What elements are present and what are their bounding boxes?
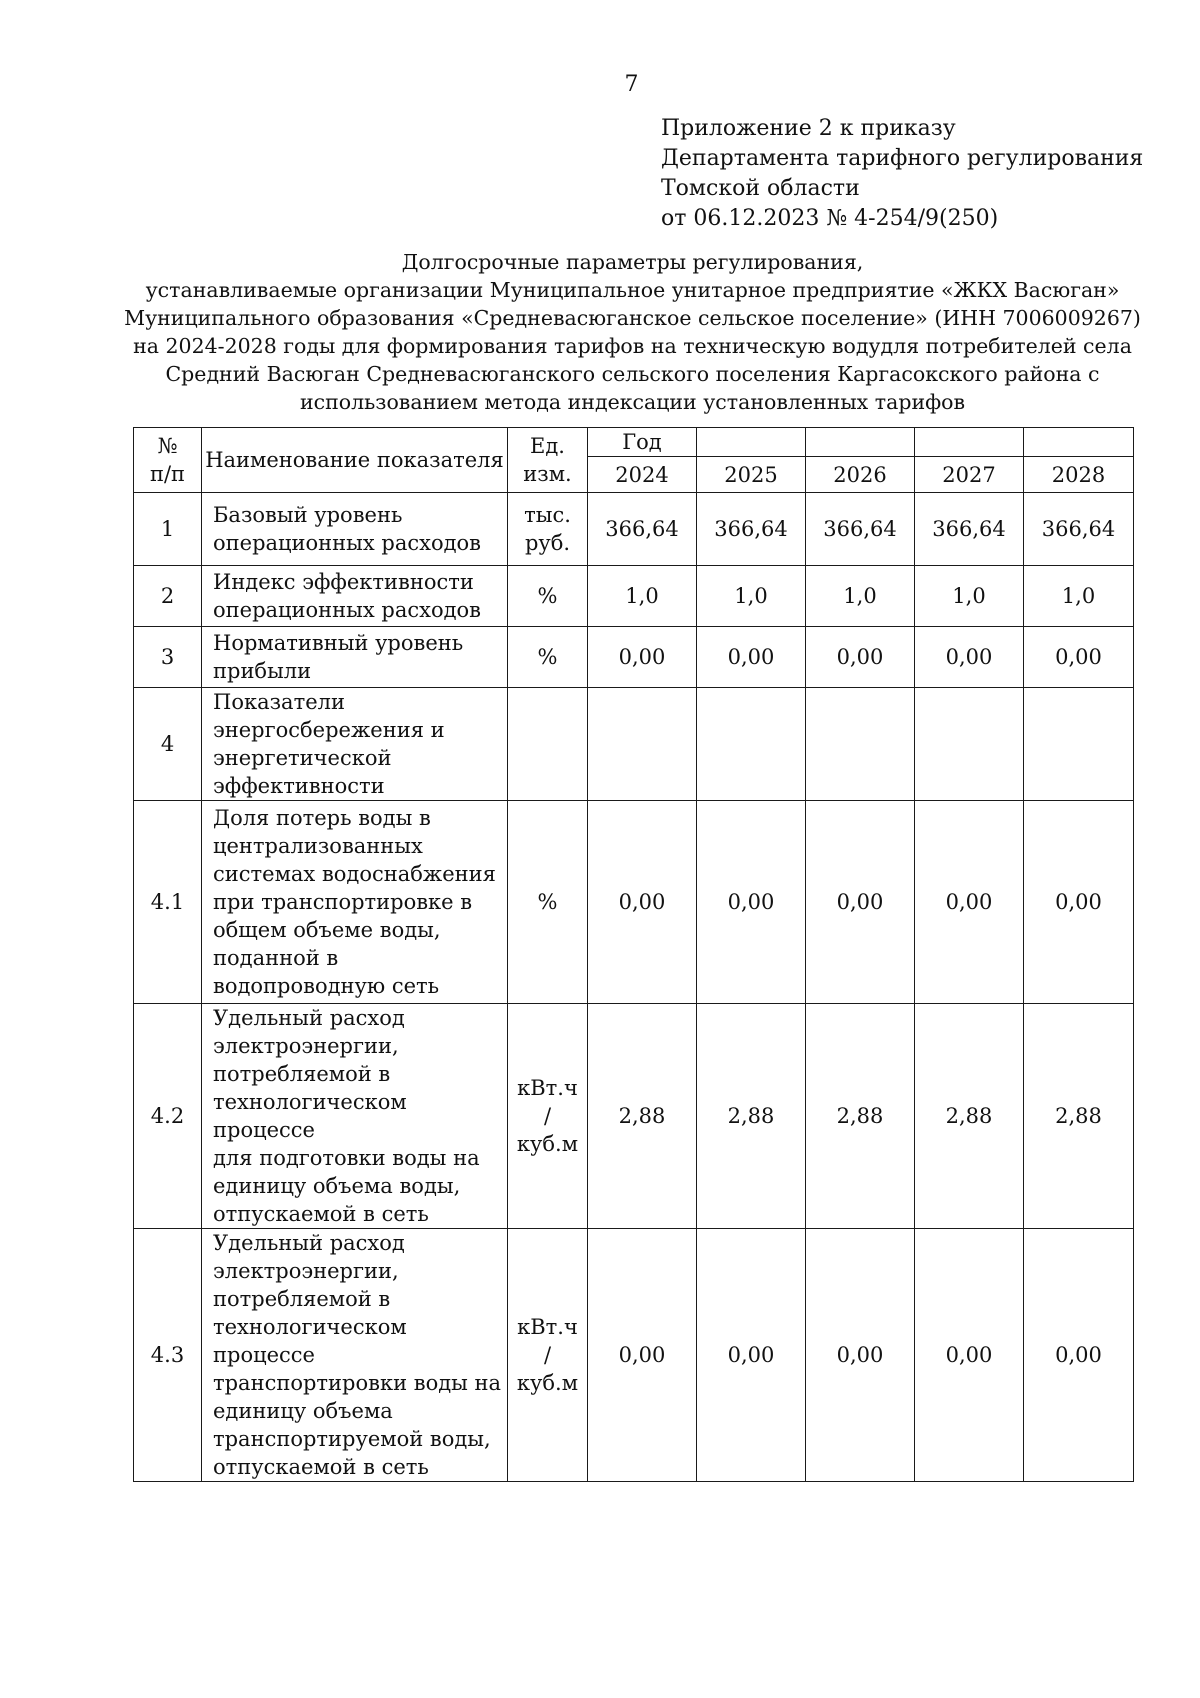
row-name <box>202 1004 508 1229</box>
row-name-line: технологическом процессе <box>213 1090 407 1142</box>
appendix-line: Департамента тарифного регулирования <box>661 146 1144 171</box>
row-number: 4.1 <box>134 801 202 1004</box>
row-name-line: операционных расходов <box>213 598 482 622</box>
row-value: 2,88 <box>915 1004 1024 1229</box>
header-year-label: Год <box>588 428 697 457</box>
row-unit-line: % <box>537 645 558 669</box>
row-unit <box>508 493 588 566</box>
row-unit-line: % <box>537 890 558 914</box>
header-year: 2028 <box>1024 457 1134 493</box>
row-name-line: транспортируемой воды, <box>213 1427 491 1451</box>
row-value <box>588 688 697 801</box>
table-row <box>134 566 1134 627</box>
header-empty-cell <box>915 428 1024 457</box>
row-value: 0,00 <box>1024 627 1134 688</box>
table-row <box>134 688 1134 801</box>
row-unit <box>508 801 588 1004</box>
header-empty-cell <box>697 428 806 457</box>
row-value: 366,64 <box>1024 493 1134 566</box>
row-value: 0,00 <box>915 801 1024 1004</box>
row-value <box>806 688 915 801</box>
row-name-line: Удельный расход <box>213 1006 405 1030</box>
header-unit-line: Ед. <box>530 434 565 458</box>
row-name-line: общем объеме воды, <box>213 918 441 942</box>
table-row <box>134 1229 1134 1482</box>
row-name-line: Доля потерь воды в <box>213 806 431 830</box>
header-year: 2027 <box>915 457 1024 493</box>
header-unit <box>508 428 588 493</box>
row-name-line: для подготовки воды на <box>213 1146 480 1170</box>
document-title <box>120 248 1145 416</box>
header-year: 2026 <box>806 457 915 493</box>
row-name-line: транспортировки воды на <box>213 1371 502 1395</box>
row-name-line: отпускаемой в сеть <box>213 1455 429 1479</box>
row-name-line: Нормативный уровень <box>213 631 464 655</box>
row-name <box>202 1229 508 1482</box>
row-name-line: технологическом процессе <box>213 1315 407 1367</box>
row-name-line: прибыли <box>213 659 312 683</box>
title-line: использованием метода индексации установленных тарифов <box>299 390 966 414</box>
row-unit-line: кВт.ч <box>517 1076 578 1100</box>
row-name <box>202 493 508 566</box>
header-unit-line: изм. <box>523 462 572 486</box>
row-name-line: энергосбережения и <box>213 718 445 742</box>
row-unit-line: кВт.ч <box>517 1315 578 1339</box>
title-line: на 2024-2028 годы для формирования тарифов на техническую водудля потребителей села <box>133 334 1132 358</box>
row-value: 0,00 <box>1024 801 1134 1004</box>
row-name-line: поданной в <box>213 946 339 970</box>
row-name-line: при транспортировке в <box>213 890 473 914</box>
header-year: 2025 <box>697 457 806 493</box>
title-line: устанавливаемые организации Муниципальное унитарное предприятие «ЖКХ Васюган» <box>145 278 1120 302</box>
row-name <box>202 566 508 627</box>
row-number: 1 <box>134 493 202 566</box>
row-number: 3 <box>134 627 202 688</box>
row-name-line: Удельный расход <box>213 1231 405 1255</box>
row-unit-line: куб.м <box>516 1132 579 1156</box>
title-line: Муниципального образования «Средневасюганское сельское поселение» (ИНН 7006009267) <box>124 306 1141 330</box>
row-value: 0,00 <box>1024 1229 1134 1482</box>
appendix-line: от 06.12.2023 № 4-254/9(250) <box>661 206 999 231</box>
header-num-line: № <box>157 434 178 458</box>
row-unit-line: % <box>537 584 558 608</box>
row-unit <box>508 688 588 801</box>
header-empty-cell <box>1024 428 1134 457</box>
row-value: 0,00 <box>588 627 697 688</box>
row-value <box>697 688 806 801</box>
row-unit <box>508 1229 588 1482</box>
row-name-line: единицу объема <box>213 1399 393 1423</box>
row-unit <box>508 627 588 688</box>
title-line: Долгосрочные параметры регулирования, <box>401 250 864 274</box>
row-name-line: электроэнергии, <box>213 1034 399 1058</box>
row-unit-line: тыс. <box>524 503 571 527</box>
row-unit-line: / <box>543 1343 552 1367</box>
header-empty-cell <box>806 428 915 457</box>
row-value: 0,00 <box>697 801 806 1004</box>
table-row <box>134 627 1134 688</box>
row-name-line: Индекс эффективности <box>213 570 474 594</box>
row-number: 4 <box>134 688 202 801</box>
row-name-line: эффективности <box>213 774 385 798</box>
row-number: 4.2 <box>134 1004 202 1229</box>
row-name-line: Показатели <box>213 690 345 714</box>
row-value: 2,88 <box>588 1004 697 1229</box>
row-name-line: единицу объема воды, <box>213 1174 461 1198</box>
appendix-block <box>661 114 1143 234</box>
title-line: Средний Васюган Средневасюганского сельского поселения Каргасокского района с <box>165 362 1100 386</box>
row-name-line: отпускаемой в сеть <box>213 1202 429 1226</box>
row-value: 1,0 <box>1024 566 1134 627</box>
row-name-line: водопроводную сеть <box>213 974 440 998</box>
row-value: 0,00 <box>588 801 697 1004</box>
row-name-line: Базовый уровень <box>213 503 403 527</box>
row-value: 2,88 <box>806 1004 915 1229</box>
row-unit <box>508 566 588 627</box>
row-number: 2 <box>134 566 202 627</box>
row-unit-line: руб. <box>524 531 571 555</box>
row-value: 1,0 <box>915 566 1024 627</box>
row-value: 366,64 <box>588 493 697 566</box>
appendix-line: Томской области <box>661 176 860 201</box>
appendix-line: Приложение 2 к приказу <box>661 116 956 141</box>
header-num-line: п/п <box>149 462 186 486</box>
row-value: 1,0 <box>588 566 697 627</box>
row-number: 4.3 <box>134 1229 202 1482</box>
header-year: 2024 <box>588 457 697 493</box>
table-body <box>134 493 1134 1482</box>
row-name <box>202 627 508 688</box>
row-name-line: операционных расходов <box>213 531 482 555</box>
table-header-row <box>134 428 1134 457</box>
row-value: 366,64 <box>806 493 915 566</box>
header-num <box>134 428 202 493</box>
row-value: 2,88 <box>1024 1004 1134 1229</box>
row-value <box>915 688 1024 801</box>
row-value: 1,0 <box>697 566 806 627</box>
row-unit-line: / <box>543 1104 552 1128</box>
header-name: Наименование показателя <box>202 428 508 493</box>
row-unit-line: куб.м <box>516 1371 579 1395</box>
row-value <box>1024 688 1134 801</box>
row-name-line: централизованных <box>213 834 423 858</box>
row-value: 2,88 <box>697 1004 806 1229</box>
row-value: 0,00 <box>806 1229 915 1482</box>
row-value: 0,00 <box>697 627 806 688</box>
row-name-line: системах водоснабжения <box>213 862 496 886</box>
row-value: 366,64 <box>915 493 1024 566</box>
row-name-line: энергетической <box>213 746 392 770</box>
row-value: 0,00 <box>697 1229 806 1482</box>
row-value: 0,00 <box>588 1229 697 1482</box>
row-unit <box>508 1004 588 1229</box>
table-row <box>134 1004 1134 1229</box>
row-value: 0,00 <box>806 801 915 1004</box>
row-name <box>202 688 508 801</box>
row-name-line: потребляемой в <box>213 1287 391 1311</box>
row-value: 0,00 <box>915 627 1024 688</box>
row-value: 366,64 <box>697 493 806 566</box>
table-row <box>134 801 1134 1004</box>
parameters-table <box>133 427 1134 1482</box>
row-value: 0,00 <box>806 627 915 688</box>
row-name-line: потребляемой в <box>213 1062 391 1086</box>
page-number: 7 <box>624 72 639 97</box>
table-row <box>134 493 1134 566</box>
row-name-line: электроэнергии, <box>213 1259 399 1283</box>
row-value: 1,0 <box>806 566 915 627</box>
row-name <box>202 801 508 1004</box>
row-value: 0,00 <box>915 1229 1024 1482</box>
